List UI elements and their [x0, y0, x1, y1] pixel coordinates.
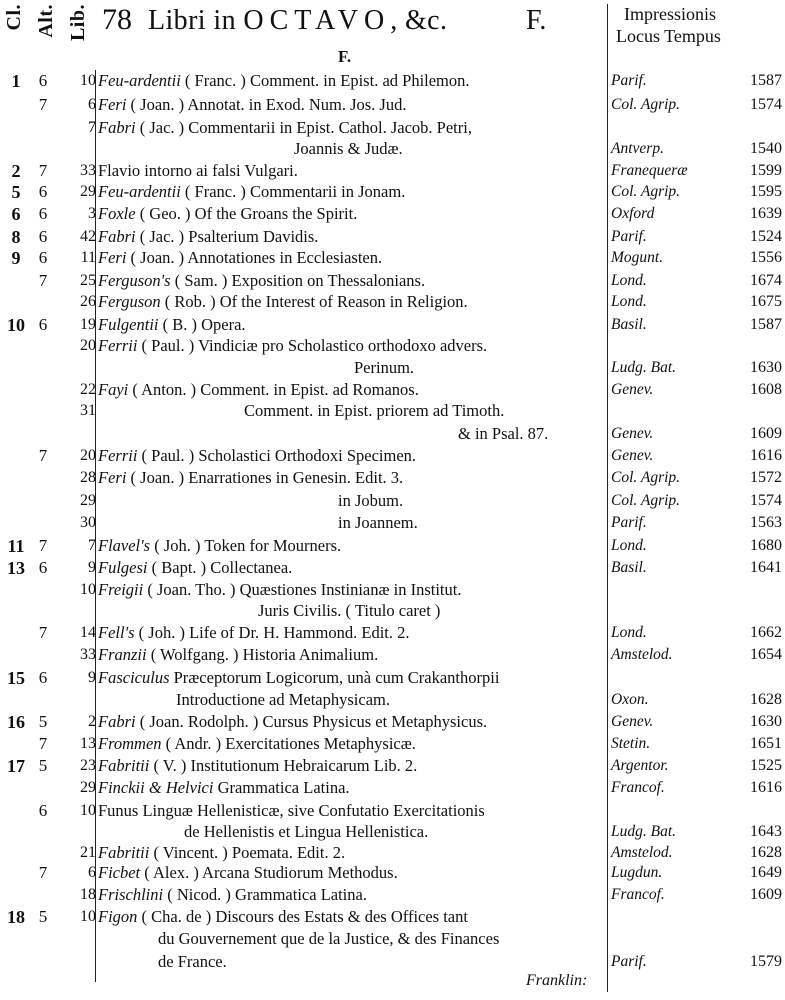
imprint-year: 1641 — [750, 559, 782, 576]
entry-title: ( Andr. ) Exercitationes Metaphysicæ. — [165, 734, 416, 753]
book-number: 2 — [88, 713, 96, 730]
entry-text — [98, 160, 608, 182]
catalogue-entry — [0, 951, 785, 973]
author-name: Fabri — [98, 118, 136, 137]
book-number: 13 — [80, 735, 96, 752]
catalogue-entry — [0, 928, 785, 950]
entry-text — [98, 842, 608, 864]
catalogue-entry — [0, 270, 785, 292]
class-number: 13 — [7, 558, 25, 578]
entry-text — [98, 314, 608, 336]
catalogue-entry — [0, 138, 785, 160]
catalogue-entry — [0, 181, 785, 203]
signature: Franklin: — [526, 972, 588, 989]
book-number: 21 — [80, 844, 96, 861]
entry-text — [98, 906, 608, 928]
author-name: Feri — [98, 95, 127, 114]
entry-text — [98, 689, 686, 711]
imprint-year: 1643 — [750, 823, 782, 840]
entry-title: ( Bapt. ) Collectanea. — [151, 558, 293, 577]
imprint-place: Lond. — [611, 624, 647, 641]
imprint-year: 1651 — [750, 735, 782, 752]
author-name: Fulgesi — [98, 558, 148, 577]
book-number: 25 — [80, 272, 96, 289]
altitude-number: 6 — [38, 71, 48, 90]
imprint-year: 1616 — [750, 779, 782, 796]
imprint-year: 1628 — [750, 844, 782, 861]
book-number: 28 — [80, 469, 96, 486]
entry-text — [98, 622, 608, 644]
entry-title: Flavio intorno ai falsi Vulgari. — [98, 161, 298, 180]
author-name: Fayi — [98, 380, 129, 399]
catalogue-entry — [0, 906, 785, 928]
book-number: 6 — [88, 864, 96, 881]
class-number: 16 — [7, 712, 25, 732]
entry-title: ( Joan. ) Annotationes in Ecclesiasten. — [130, 248, 383, 267]
catalogue-entry — [0, 711, 785, 733]
imprint-place: Col. Agrip. — [611, 183, 681, 200]
entry-text — [98, 94, 608, 116]
imprint-place: Genev. — [611, 713, 654, 730]
entry-title: Joannis & Judæ. — [294, 139, 403, 158]
imprint-year: 1524 — [750, 228, 782, 245]
altitude-number: 7 — [38, 271, 48, 290]
header-section-letter: F. — [526, 5, 547, 36]
entry-title: ( Sam. ) Exposition on Thessalonians. — [174, 271, 426, 290]
entry-text — [98, 755, 608, 777]
author-name: Frommen — [98, 734, 162, 753]
imprint-place: Francof. — [611, 886, 665, 903]
entry-text — [98, 600, 768, 622]
entry-title: ( Anton. ) Comment. in Epist. ad Romanos. — [132, 380, 419, 399]
imprint-year: 1525 — [750, 757, 782, 774]
page-title-prefix: Libri in — [148, 5, 244, 36]
book-number: 10 — [80, 802, 96, 819]
imprint-year: 1563 — [750, 514, 782, 531]
catalogue-entry — [0, 423, 785, 445]
entry-title: ( Joh. ) Token for Mourners. — [154, 536, 342, 555]
book-number: 42 — [80, 228, 96, 245]
book-number: 11 — [80, 249, 96, 266]
entry-title: Perinum. — [354, 358, 415, 377]
author-name: Franzii — [98, 645, 147, 664]
entry-text — [98, 291, 608, 313]
column-header-alt: Alt. — [35, 4, 57, 38]
book-number: 3 — [88, 205, 96, 222]
imprint-place: Mogunt. — [611, 249, 664, 266]
book-number: 14 — [80, 624, 96, 641]
entry-text — [98, 70, 608, 92]
author-name: Ferguson — [98, 292, 161, 311]
imprint-place: Stetin. — [611, 735, 651, 752]
catalogue-entry — [0, 800, 785, 822]
book-number: 31 — [80, 402, 96, 419]
altitude-number: 5 — [38, 756, 48, 775]
catalogue-entry — [0, 884, 785, 906]
entry-title: ( Franc. ) Commentarii in Jonam. — [184, 182, 406, 201]
page-number: 78 — [102, 3, 132, 36]
imprint-year: 1680 — [750, 537, 782, 554]
catalogue-entry — [0, 226, 785, 248]
altitude-number: 5 — [38, 907, 48, 926]
entry-title: ( Vincent. ) Poemata. Edit. 2. — [153, 843, 346, 862]
book-number: 29 — [80, 492, 96, 509]
imprint-year: 1587 — [750, 316, 782, 333]
entry-title: du Gouvernement que de la Justice, & des Finances — [158, 929, 500, 948]
entry-text — [98, 579, 608, 601]
altitude-number: 6 — [38, 315, 48, 334]
altitude-number: 7 — [38, 623, 48, 642]
author-name: Ficbet — [98, 863, 141, 882]
entry-title: ( Jac. ) Psalterium Davidis. — [139, 227, 319, 246]
imprint-year: 1639 — [750, 205, 782, 222]
book-number: 20 — [80, 337, 96, 354]
imprint-place: Francof. — [611, 779, 665, 796]
altitude-number: 7 — [38, 863, 48, 882]
author-name: Feu-ardentii — [98, 182, 181, 201]
catalogue-entry — [0, 445, 785, 467]
entry-title: Grammatica Latina. — [217, 778, 350, 797]
entry-title: Funus Linguæ Hellenisticæ, sive Confutatio Exercitationis — [98, 801, 485, 820]
entry-text — [98, 733, 608, 755]
book-number: 23 — [80, 757, 96, 774]
author-name: Feri — [98, 248, 127, 267]
entry-text — [98, 928, 668, 950]
imprint-place: Col. Agrip. — [611, 96, 681, 113]
imprint-year: 1609 — [750, 425, 782, 442]
entry-title: ( Joan. Rodolph. ) Cursus Physicus et Metaphysicus. — [139, 712, 488, 731]
catalogue-entry — [0, 117, 785, 139]
entry-title: ( Franc. ) Comment. in Epist. ad Philemon. — [184, 71, 470, 90]
entry-text — [98, 667, 608, 689]
altitude-number: 6 — [38, 801, 48, 820]
entry-title: Juris Civilis. ( Titulo caret ) — [258, 601, 441, 620]
book-number: 10 — [80, 72, 96, 89]
entry-title: ( Geo. ) Of the Groans the Spirit. — [139, 204, 358, 223]
entry-text — [98, 777, 608, 799]
imprint-year: 1630 — [750, 359, 782, 376]
book-number: 10 — [80, 908, 96, 925]
imprint-year: 1595 — [750, 183, 782, 200]
imprint-place: Ludg. Bat. — [611, 823, 677, 840]
author-name: Frischlini — [98, 885, 164, 904]
entry-title: ( Joan. ) Enarrationes in Genesin. Edit. 3. — [130, 468, 404, 487]
book-number: 26 — [80, 293, 96, 310]
author-name: Ferrii — [98, 446, 138, 465]
author-name: Fasciculus — [98, 668, 170, 687]
entry-text — [98, 379, 608, 401]
page-title-format: OCTAVO — [243, 5, 391, 36]
imprint-place: Ludg. Bat. — [611, 359, 677, 376]
entry-title: ( Alex. ) Arcana Studiorum Methodus. — [144, 863, 398, 882]
imprint-place: Oxford — [611, 205, 655, 222]
altitude-number: 7 — [38, 536, 48, 555]
imprint-year: 1616 — [750, 447, 782, 464]
book-number: 9 — [88, 669, 96, 686]
imprint-place: Argentor. — [611, 757, 669, 774]
catalogue-entry — [0, 314, 785, 336]
author-name: Flavel's — [98, 536, 151, 555]
author-name: Figon — [98, 907, 138, 926]
entry-text — [98, 226, 608, 248]
book-number: 19 — [80, 316, 96, 333]
book-number: 18 — [80, 886, 96, 903]
book-number: 6 — [88, 96, 96, 113]
class-number: 11 — [7, 536, 25, 556]
altitude-number: 6 — [38, 668, 48, 687]
entry-text — [98, 644, 608, 666]
catalogue-entry — [0, 842, 785, 864]
column-header-cl: Cl. — [3, 4, 25, 31]
section-heading: F. — [338, 47, 352, 66]
entry-title: ( Jac. ) Commentarii in Epist. Cathol. Jacob. Petri, — [139, 118, 472, 137]
entry-title: ( Wolfgang. ) Historia Animalium. — [150, 645, 379, 664]
entry-text — [98, 400, 754, 422]
catalogue-entry — [0, 667, 785, 689]
imprint-place: Amstelod. — [611, 844, 673, 861]
author-name: Ferrii — [98, 336, 138, 355]
catalogue-entry — [0, 622, 785, 644]
book-number: 22 — [80, 381, 96, 398]
catalogue-entry — [0, 755, 785, 777]
altitude-number: 6 — [38, 182, 48, 201]
page-title — [148, 6, 447, 36]
imprint-place: Basil. — [611, 559, 647, 576]
entry-text — [98, 117, 608, 139]
imprint-year: 1628 — [750, 691, 782, 708]
book-number: 29 — [80, 183, 96, 200]
entry-title: in Joannem. — [338, 513, 418, 532]
entry-title: ( Joan. Tho. ) Quæstiones Instinianæ in Institut. — [147, 580, 462, 599]
class-number: 1 — [11, 71, 21, 91]
book-number: 20 — [80, 447, 96, 464]
altitude-number: 7 — [38, 734, 48, 753]
column-header-impressionis: Impressionis — [624, 4, 716, 24]
class-number: 5 — [11, 182, 21, 202]
imprint-year: 1556 — [750, 249, 782, 266]
imprint-place: Lond. — [611, 293, 647, 310]
catalogue-entry — [0, 535, 785, 557]
catalogue-entry — [0, 512, 785, 534]
entry-title: ( Paul. ) Scholastici Orthodoxi Specimen. — [141, 446, 417, 465]
author-name: Feu-ardentii — [98, 71, 181, 90]
imprint-place: Lond. — [611, 272, 647, 289]
entry-title: ( V. ) Institutionum Hebraicarum Lib. 2. — [153, 756, 418, 775]
book-number: 33 — [80, 646, 96, 663]
entry-title: ( B. ) Opera. — [162, 315, 246, 334]
entry-text — [98, 181, 608, 203]
imprint-year: 1579 — [750, 953, 782, 970]
author-name: Freigii — [98, 580, 144, 599]
imprint-place: Lond. — [611, 537, 647, 554]
entry-text — [98, 557, 608, 579]
entry-title: Introductione ad Metaphysicam. — [176, 690, 390, 709]
entry-text — [98, 445, 608, 467]
entry-title: ( Cha. de ) Discours des Estats & des Offices tant — [141, 907, 468, 926]
imprint-place: Lugdun. — [611, 864, 663, 881]
book-number: 30 — [80, 514, 96, 531]
catalogue-entry — [0, 862, 785, 884]
author-name: Fabri — [98, 712, 136, 731]
imprint-place: Col. Agrip. — [611, 469, 681, 486]
imprint-year: 1587 — [750, 72, 782, 89]
author-name: Fabri — [98, 227, 136, 246]
class-number: 6 — [11, 204, 21, 224]
imprint-year: 1630 — [750, 713, 782, 730]
class-number: 10 — [7, 315, 25, 335]
class-number: 18 — [7, 907, 25, 927]
entry-text — [98, 821, 694, 843]
imprint-year: 1654 — [750, 646, 782, 663]
altitude-number: 7 — [38, 161, 48, 180]
author-name: Fabritii — [98, 756, 150, 775]
imprint-place: Parif. — [611, 72, 647, 89]
author-name: Fabritii — [98, 843, 150, 862]
catalogue-entry — [0, 379, 785, 401]
imprint-year: 1662 — [750, 624, 782, 641]
imprint-year: 1675 — [750, 293, 782, 310]
imprint-place: Parif. — [611, 953, 647, 970]
column-header-locus-tempus: Locus Tempus — [616, 26, 721, 46]
catalogue-entry — [0, 400, 785, 422]
catalogue-entry — [0, 70, 785, 92]
imprint-year: 1574 — [750, 492, 782, 509]
entry-title: de France. — [158, 952, 227, 971]
entry-text — [98, 203, 608, 225]
imprint-year: 1572 — [750, 469, 782, 486]
imprint-year: 1608 — [750, 381, 782, 398]
entry-title: ( Joh. ) Life of Dr. H. Hammond. Edit. 2. — [138, 623, 410, 642]
altitude-number: 7 — [38, 95, 48, 114]
book-number: 29 — [80, 779, 96, 796]
book-number: 7 — [88, 119, 96, 136]
entry-title: ( Joan. ) Annotat. in Exod. Num. Jos. Jud. — [130, 95, 407, 114]
catalogue-entry — [0, 689, 785, 711]
catalogue-entry — [0, 557, 785, 579]
altitude-number: 6 — [38, 248, 48, 267]
author-name: Fulgentii — [98, 315, 159, 334]
catalogue-entry — [0, 94, 785, 116]
entry-text — [98, 862, 608, 884]
catalogue-entry — [0, 203, 785, 225]
entry-text — [98, 467, 608, 489]
altitude-number: 6 — [38, 227, 48, 246]
entry-title: Præceptorum Logicorum, unà cum Crakanthorpii — [173, 668, 500, 687]
entry-title: Comment. in Epist. priorem ad Timoth. — [244, 401, 505, 420]
entry-title: in Jobum. — [338, 491, 404, 510]
imprint-year: 1609 — [750, 886, 782, 903]
imprint-year: 1674 — [750, 272, 782, 289]
imprint-place: Franequeræ — [611, 162, 688, 179]
entry-text — [98, 800, 608, 822]
column-header-lib: Lib. — [67, 4, 89, 42]
imprint-place: Parif. — [611, 228, 647, 245]
imprint-place: Genev. — [611, 381, 654, 398]
entry-text — [98, 335, 608, 357]
catalogue-entry — [0, 777, 785, 799]
altitude-number: 5 — [38, 712, 48, 731]
class-number: 2 — [11, 161, 21, 181]
altitude-number: 6 — [38, 558, 48, 577]
entry-title: de Hellenistis et Lingua Hellenistica. — [184, 822, 429, 841]
imprint-place: Basil. — [611, 316, 647, 333]
catalogue-entry — [0, 357, 785, 379]
catalogue-entry — [0, 644, 785, 666]
imprint-place: Amstelod. — [611, 646, 673, 663]
altitude-number: 6 — [38, 204, 48, 223]
entry-text — [98, 951, 668, 973]
book-number: 10 — [80, 581, 96, 598]
entry-text — [98, 247, 608, 269]
entry-title: ( Paul. ) Vindiciæ pro Scholastico orthodoxo advers. — [141, 336, 488, 355]
catalogue-entry — [0, 600, 785, 622]
book-number: 7 — [88, 537, 96, 554]
catalogue-entry — [0, 467, 785, 489]
imprint-year: 1649 — [750, 864, 782, 881]
author-name: Foxle — [98, 204, 136, 223]
catalogue-entry — [0, 335, 785, 357]
catalogue-entry — [0, 821, 785, 843]
entry-title: ( Rob. ) Of the Interest of Reason in Religion. — [164, 292, 468, 311]
entry-title: & in Psal. 87. — [458, 424, 549, 443]
catalogue-entry — [0, 733, 785, 755]
author-name: Fell's — [98, 623, 135, 642]
catalogue-entry — [0, 160, 785, 182]
class-number: 9 — [11, 248, 21, 268]
catalogue-entry — [0, 247, 785, 269]
class-number: 17 — [7, 756, 25, 776]
entry-text — [98, 884, 608, 906]
imprint-place: Col. Agrip. — [611, 492, 681, 509]
imprint-year: 1574 — [750, 96, 782, 113]
author-name: Finckii & Helvici — [98, 778, 214, 797]
book-number: 9 — [88, 559, 96, 576]
imprint-place: Genev. — [611, 425, 654, 442]
class-number: 15 — [7, 668, 25, 688]
imprint-year: 1540 — [750, 140, 782, 157]
imprint-place: Parif. — [611, 514, 647, 531]
catalogue-entry — [0, 579, 785, 601]
author-name: Feri — [98, 468, 127, 487]
entry-text — [98, 535, 608, 557]
entry-text — [98, 711, 608, 733]
imprint-place: Oxon. — [611, 691, 649, 708]
class-number: 8 — [11, 227, 21, 247]
imprint-place: Antverp. — [611, 140, 664, 157]
entry-text — [98, 270, 608, 292]
imprint-year: 1599 — [750, 162, 782, 179]
altitude-number: 7 — [38, 446, 48, 465]
page-title-suffix: , &c. — [390, 5, 448, 36]
entry-title: ( Nicod. ) Grammatica Latina. — [167, 885, 367, 904]
imprint-place: Genev. — [611, 447, 654, 464]
catalogue-entry — [0, 490, 785, 512]
book-number: 33 — [80, 162, 96, 179]
author-name: Ferguson's — [98, 271, 171, 290]
catalogue-entry — [0, 291, 785, 313]
